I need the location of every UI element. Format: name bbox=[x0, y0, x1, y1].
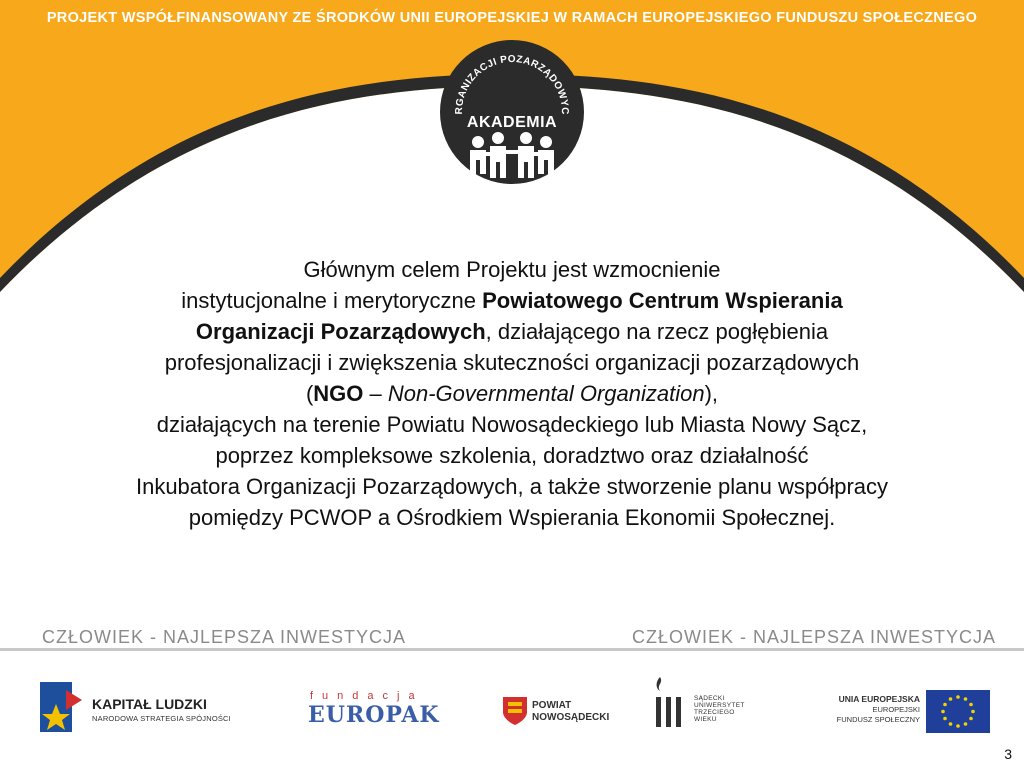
slogan-right: CZŁOWIEK - NAJLEPSZA INWESTYCJA bbox=[632, 627, 997, 647]
flame-columns-icon bbox=[652, 675, 692, 730]
sadecki-uniwersytet-logo: SĄDECKI UNIWERSYTET TRZECIEGO WIEKU bbox=[652, 675, 762, 730]
fundacja-europak-logo: fundacja EUROPAK bbox=[308, 690, 440, 728]
footer-divider bbox=[0, 648, 1024, 651]
top-banner: PROJEKT WSPÓŁFINANSOWANY ZE ŚRODKÓW UNII EUROPEJSKIEJ W RAMACH EUROPEJSKIEGO FUNDUSZU SPOŁECZNEGO bbox=[46, 10, 978, 26]
powiat-nowosadecki-logo: POWIAT NOWOSĄDECKI bbox=[502, 696, 602, 728]
main-paragraph: Głównym celem Projektu jest wzmocnienie instytucjonalne i merytoryczne Powiatowego Centrum Wspierania Organizacji Pozarządowych, działającego na rzecz pogłębienia profesjonalizacji i zwiększenia skuteczności organizacji pozarządowych (NGO – Non-Governmental Organization), działających na terenie Powiatu Nowosądeckiego lub Miasta Nowy Sącz, poprzez kompleksowe szkolenia, doradztwo oraz działalność Inkubatora Organizacji Pozarządowych, a także stworzenie planu współpracy pomiędzy PCWOP a Ośrodkiem Wspierania Ekonomii Społecznej. bbox=[135, 257, 889, 530]
logo-title: AKADEMIA bbox=[466, 114, 558, 131]
slogan-left: CZŁOWIEK - NAJLEPSZA INWESTYCJA bbox=[42, 627, 407, 647]
coat-of-arms-icon bbox=[502, 696, 528, 726]
unia-europejska-logo: UNIA EUROPEJSKA EUROPEJSKI FUNDUSZ SPOŁECZNY bbox=[824, 690, 994, 734]
page-number: 3 bbox=[1004, 746, 1012, 762]
kapital-ludzki-logo: KAPITAŁ LUDZKI NARODOWA STRATEGIA SPÓJNOŚCI bbox=[36, 680, 246, 735]
eu-flag-icon bbox=[926, 690, 990, 733]
star-logo-icon bbox=[36, 680, 86, 735]
logo-ring-text: RGANIZACJI POZARZĄDOWYC bbox=[453, 53, 571, 116]
akademia-logo bbox=[438, 38, 586, 186]
